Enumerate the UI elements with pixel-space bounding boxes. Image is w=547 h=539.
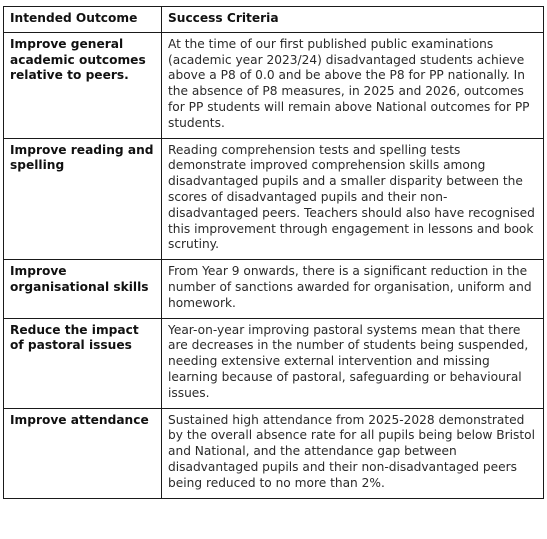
table-row	[4, 32, 544, 138]
outcome-cell: Improve attendance	[4, 408, 162, 498]
outcome-cell: Improve organisational skills	[4, 260, 162, 318]
criteria-cell: Year-on-year improving pastoral systems mean that there are decreases in the number of students being suspended, needing extensive external intervention and missing learning because of pastoral, safeguarding or behavioural issues.	[162, 318, 544, 408]
criteria-cell: At the time of our first published public examinations (academic year 2023/24) disadvantaged students achieve above a P8 of 0.0 and be above the P8 for PP nationally. In the absence of P8 measures, in 2025 and 2026, outcomes for PP students will remain above National outcomes for PP students.	[162, 32, 544, 138]
table-row	[4, 408, 544, 498]
outcome-cell: Improve reading and spelling	[4, 138, 162, 260]
table-row	[4, 260, 544, 318]
outcome-cell: Improve general academic outcomes relative to peers.	[4, 32, 162, 138]
criteria-cell: From Year 9 onwards, there is a significant reduction in the number of sanctions awarded for organisation, uniform and homework.	[162, 260, 544, 318]
outcomes-table-container	[3, 6, 544, 499]
criteria-cell: Sustained high attendance from 2025-2028 demonstrated by the overall absence rate for all pupils being below Bristol and National, and the attendance gap between disadvantaged pupils and their non-disadvantaged peers being reduced to no more than 2%.	[162, 408, 544, 498]
table-header-row	[4, 7, 544, 33]
table-row	[4, 138, 544, 260]
criteria-cell: Reading comprehension tests and spelling tests demonstrate improved comprehension skills among disadvantaged pupils and a smaller disparity between the scores of disadvantaged pupils and their non-disadvantaged peers. Teachers should also have recognised this improvement through engagement in lessons and book scrutiny.	[162, 138, 544, 260]
table-row	[4, 318, 544, 408]
header-intended-outcome: Intended Outcome	[4, 7, 162, 33]
outcome-cell: Reduce the impact of pastoral issues	[4, 318, 162, 408]
header-success-criteria: Success Criteria	[162, 7, 544, 33]
outcomes-table	[3, 6, 544, 499]
